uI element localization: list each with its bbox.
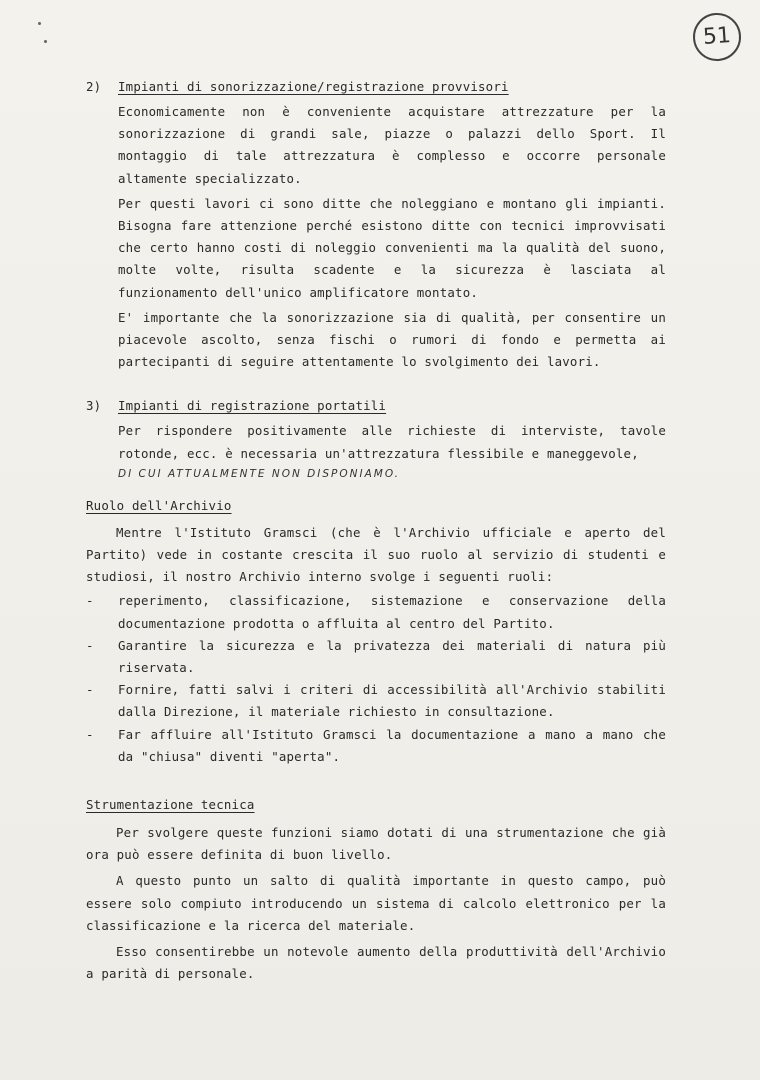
page-number-stamp: 51	[691, 11, 742, 62]
strumentazione-paragraph: Esso consentirebbe un notevole aumento della produttività dell'Archivio a parità di personale.	[86, 944, 666, 982]
section-3-title: Impianti di registrazione portatili	[118, 398, 387, 414]
ruolo-list	[86, 590, 666, 768]
strumentazione-paragraph: Per svolgere queste funzioni siamo dotati di una strumentazione che già ora può essere definita di buon livello.	[86, 825, 666, 863]
ruolo-intro: Mentre l'Istituto Gramsci (che è l'Archivio ufficiale e aperto del Partito) vede in costante crescita il suo ruolo al servizio di studenti e studiosi, il nostro Archivio interno svolge i seguenti ruoli:	[86, 524, 666, 585]
section-3-number: 3)	[86, 398, 102, 414]
scan-speck	[38, 22, 41, 25]
section-2-number: 2)	[86, 79, 102, 94]
section-2-paragraph: Economicamente non è conveniente acquistare attrezzature per la sonorizzazione di grandi sale, piazze o palazzi dello Sport. Il montaggio di tale attrezzatura è complesso e occorre personale altamente specializzato.	[118, 104, 666, 186]
handwritten-note: DI CUI ATTUALMENTE NON DISPONIAMO.	[118, 467, 400, 480]
ruolo-list-item: - Fornire, fatti salvi i criteri di accessibilità all'Archivio stabiliti dalla Direzione, il materiale richiesto in consultazione.	[86, 679, 666, 723]
ruolo-list-item: - reperimento, classificazione, sistemazione e conservazione della documentazione prodotta o affluita al centro del Partito.	[86, 590, 666, 634]
section-3-heading	[86, 395, 666, 417]
strumentazione-paragraph: A questo punto un salto di qualità importante in questo campo, può essere solo compiuto introducendo un sistema di calcolo elettronico per la classificazione e la ricerca del materiale.	[86, 873, 666, 933]
strumentazione-title: Strumentazione tecnica	[86, 797, 255, 813]
section-2-paragraph: Per questi lavori ci sono ditte che noleggiano e montano gli impianti. Bisogna fare attenzione perché esistono ditte con tecnici improvvisati che certo hanno costi di noleggio convenienti ma la qualità del suono, molte volte, risulta scadente e la sicurezza è lasciata al funzionamento dell'unico amplificatore montato.	[118, 195, 666, 300]
ruolo-list-item: - Garantire la sicurezza e la privatezza dei materiali di natura più riservata.	[86, 635, 666, 679]
section-3-paragraph: Per rispondere positivamente alle richieste di interviste, tavole rotonde, ecc. è necessaria un'attrezzatura flessibile e maneggevole,	[118, 423, 666, 461]
scan-speck	[44, 40, 47, 43]
ruolo-list-item: - Far affluire all'Istituto Gramsci la documentazione a mano a mano che da "chiusa" diventi "aperta".	[86, 724, 666, 768]
section-2-heading	[86, 76, 666, 98]
section-2-title: Impianti di sonorizzazione/registrazione provvisori	[118, 79, 509, 94]
section-2-paragraph: E' importante che la sonorizzazione sia di qualità, per consentire un piacevole ascolto, senza fischi o rumori di fondo e permetta ai partecipanti di seguire attentamente lo svolgimento dei lavori.	[118, 309, 666, 370]
ruolo-title: Ruolo dell'Archivio	[86, 497, 232, 513]
document-body	[86, 76, 666, 986]
